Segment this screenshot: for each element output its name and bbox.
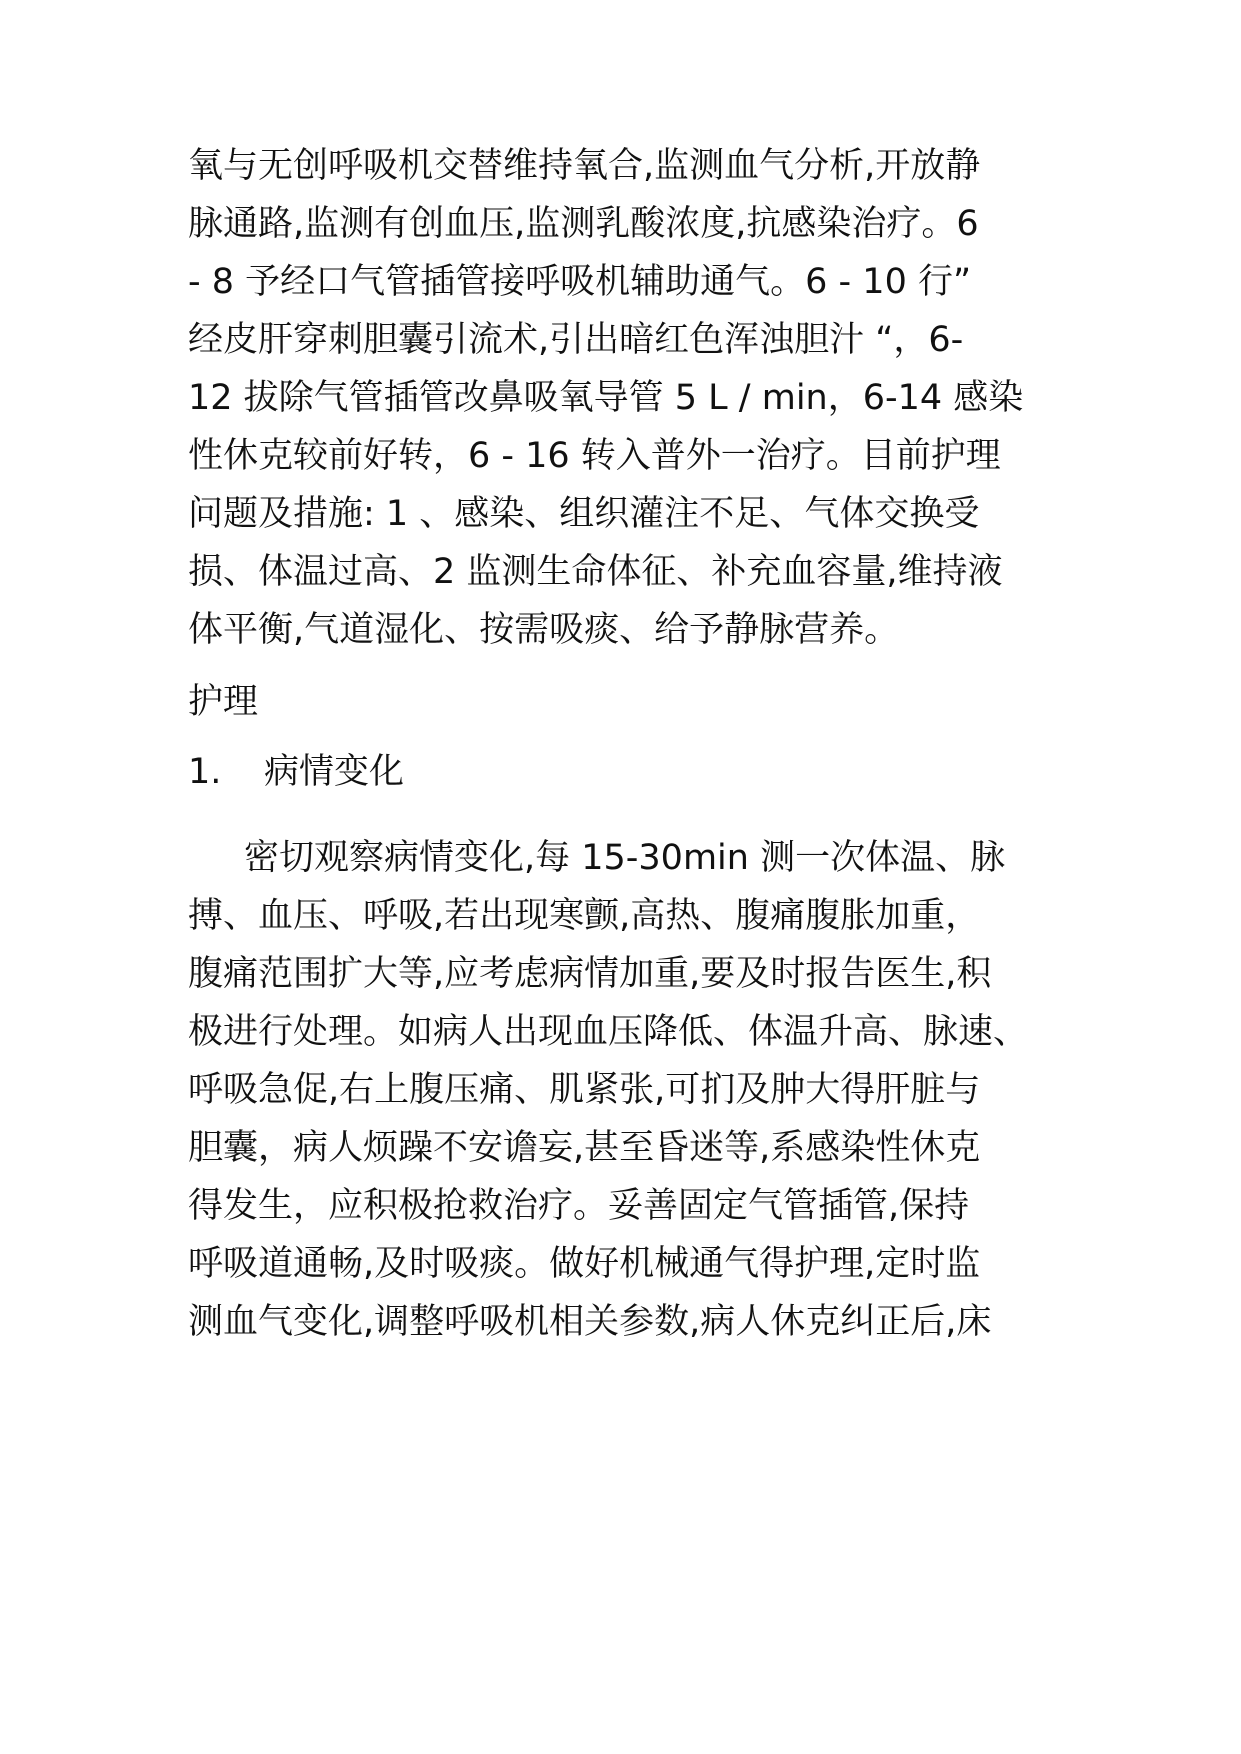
paragraph-2-line-9: 测血气变化,调整呼吸机相关参数,病人休克纠正后,床 [188,1302,992,1342]
paragraph-1-line-3: - 8 予经口气管插管接呼吸机辅助通气。6 - 10 行” [188,262,972,302]
paragraph-1-line-2: 脉通路,监测有创血压,监测乳酸浓度,抗感染治疗。6 [188,204,979,244]
paragraph-1-line-8: 损、体温过高、2 监测生命体征、补充血容量,维持液 [188,552,1003,592]
paragraph-1-line-9: 体平衡,气道湿化、按需吸痰、给予静脉营养。 [188,610,900,650]
paragraph-2-line-3: 腹痛范围扩大等,应考虑病情加重,要及时报告医生,积 [188,954,992,994]
section-heading: 护理 [188,682,259,722]
paragraph-1-line-4: 经皮肝穿刺胆囊引流术,引出暗红色浑浊胆汁 “，6- [188,320,964,360]
paragraph-2-line-7: 得发生，应积极抢救治疗。妥善固定气管插管,保持 [188,1186,970,1226]
paragraph-1-line-1: 氧与无创呼吸机交替维持氧合,监测血气分析,开放静 [188,146,981,186]
paragraph-2-line-2: 搏、血压、呼吸,若出现寒颤,高热、腹痛腹胀加重， [188,896,981,936]
paragraph-2-line-1: 密切观察病情变化,每 15-30min 测一次体温、脉 [244,838,1006,878]
subsection-number: 1. [188,752,222,792]
paragraph-1-line-7: 问题及措施: 1 、感染、组织灌注不足、气体交换受 [188,494,980,534]
paragraph-2-line-5: 呼吸急促,右上腹压痛、肌紧张,可扪及肿大得肝脏与 [188,1070,981,1110]
paragraph-2-line-6: 胆囊，病人烦躁不安谵妄,甚至昏迷等,系感染性休克 [188,1128,981,1168]
paragraph-1-line-6: 性休克较前好转，6 - 16 转入普外一治疗。目前护理 [188,436,1001,476]
paragraph-2-line-8: 呼吸道通畅,及时吸痰。做好机械通气得护理,定时监 [188,1244,981,1284]
paragraph-1-line-5: 12 拔除气管插管改鼻吸氧导管 5 L / min，6-14 感染 [188,378,1024,418]
paragraph-2-line-4: 极进行处理。如病人出现血压降低、体温升高、脉速、 [188,1012,1029,1052]
subsection-title: 病情变化 [264,752,405,792]
